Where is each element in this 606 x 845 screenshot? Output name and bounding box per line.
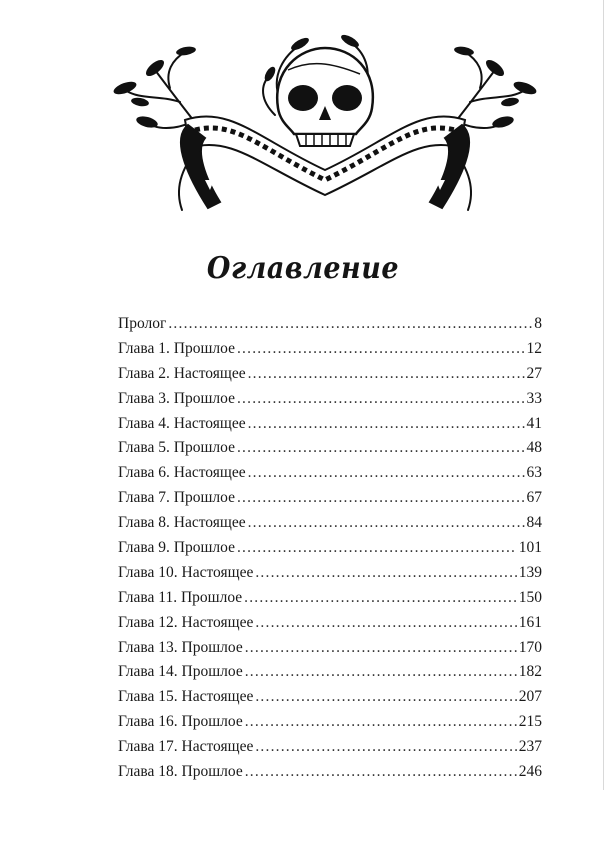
toc-dot-leader (255, 611, 516, 636)
toc-entry-label: Глава 16. Прошлое (118, 713, 243, 731)
toc-entry-page-number: 67 (526, 489, 542, 507)
toc-entry[interactable] (118, 312, 542, 337)
toc-entry-page-number: 150 (518, 588, 542, 606)
toc-dot-leader (248, 461, 525, 486)
toc-entry-page-number: 207 (518, 688, 542, 706)
skull-ribbon-ornament-icon (110, 30, 540, 220)
toc-entry[interactable] (118, 387, 542, 412)
page-title: Оглавление (206, 251, 400, 286)
toc-dot-leader (248, 511, 525, 536)
toc-entry-page-number: 33 (526, 389, 542, 407)
toc-entry[interactable] (118, 412, 542, 437)
toc-entry-label: Глава 17. Настоящее (118, 738, 254, 756)
toc-dot-leader (248, 362, 525, 387)
toc-entry-page-number: 84 (526, 514, 542, 532)
toc-entry[interactable] (118, 511, 542, 536)
toc-dot-leader (237, 436, 525, 461)
toc-entry-page-number: 27 (526, 364, 542, 382)
toc-entry-label: Глава 3. Прошлое (118, 389, 235, 407)
toc-dot-leader (245, 636, 517, 661)
toc-entry-label: Глава 2. Настоящее (118, 364, 246, 382)
toc-entry-label: Глава 1. Прошлое (118, 339, 235, 357)
toc-entry-page-number: 246 (518, 763, 542, 781)
toc-dot-leader (237, 536, 517, 561)
toc-entry-label: Глава 14. Прошлое (118, 663, 243, 681)
toc-entry-label: Глава 5. Прошлое (118, 439, 235, 457)
toc-entry[interactable] (118, 636, 542, 661)
toc-entry[interactable] (118, 611, 542, 636)
toc-entry[interactable] (118, 735, 542, 760)
table-of-contents (118, 312, 542, 785)
toc-entry[interactable] (118, 710, 542, 735)
toc-entry-page-number: 139 (518, 563, 542, 581)
toc-dot-leader (255, 685, 516, 710)
toc-entry-page-number: 161 (518, 613, 542, 631)
toc-dot-leader (237, 486, 525, 511)
toc-dot-leader (248, 412, 525, 437)
toc-entry[interactable] (118, 685, 542, 710)
toc-entry-label: Глава 13. Прошлое (118, 638, 243, 656)
toc-entry-label: Глава 15. Настоящее (118, 688, 254, 706)
toc-entry[interactable] (118, 486, 542, 511)
toc-entry-label: Глава 11. Прошлое (118, 588, 243, 606)
toc-dot-leader (245, 710, 517, 735)
toc-entry[interactable] (118, 586, 542, 611)
toc-dot-leader (237, 387, 525, 412)
toc-entry-label: Глава 9. Прошлое (118, 539, 235, 557)
toc-entry[interactable] (118, 362, 542, 387)
toc-entry[interactable] (118, 337, 542, 362)
toc-dot-leader (168, 312, 532, 337)
toc-entry-page-number: 182 (518, 663, 542, 681)
toc-entry[interactable] (118, 760, 542, 785)
toc-entry-label: Глава 4. Настоящее (118, 414, 246, 432)
toc-entry[interactable] (118, 436, 542, 461)
toc-entry-page-number: 12 (526, 339, 542, 357)
toc-entry-label: Глава 18. Прошлое (118, 763, 243, 781)
toc-entry[interactable] (118, 536, 542, 561)
toc-entry[interactable] (118, 561, 542, 586)
toc-entry[interactable] (118, 660, 542, 685)
toc-dot-leader (255, 735, 516, 760)
toc-entry-page-number: 48 (526, 439, 542, 457)
toc-dot-leader (245, 760, 517, 785)
toc-entry-label: Глава 7. Прошлое (118, 489, 235, 507)
toc-entry-label: Глава 6. Настоящее (118, 464, 246, 482)
toc-dot-leader (245, 660, 517, 685)
toc-dot-leader (237, 337, 525, 362)
toc-entry-page-number: 215 (518, 713, 542, 731)
toc-entry-label: Глава 8. Настоящее (118, 514, 246, 532)
toc-entry-page-number: 101 (518, 539, 542, 557)
toc-dot-leader (244, 586, 517, 611)
toc-entry-page-number: 170 (518, 638, 542, 656)
toc-entry-page-number: 8 (534, 315, 542, 332)
toc-entry[interactable] (118, 461, 542, 486)
toc-entry-label: Пролог (118, 315, 167, 332)
page-edge (603, 0, 604, 790)
toc-entry-page-number: 63 (526, 464, 542, 482)
toc-entry-label: Глава 10. Настоящее (118, 563, 254, 581)
toc-entry-label: Глава 12. Настоящее (118, 613, 254, 631)
toc-entry-page-number: 41 (526, 414, 542, 432)
toc-entry-page-number: 237 (518, 738, 542, 756)
toc-dot-leader (255, 561, 516, 586)
